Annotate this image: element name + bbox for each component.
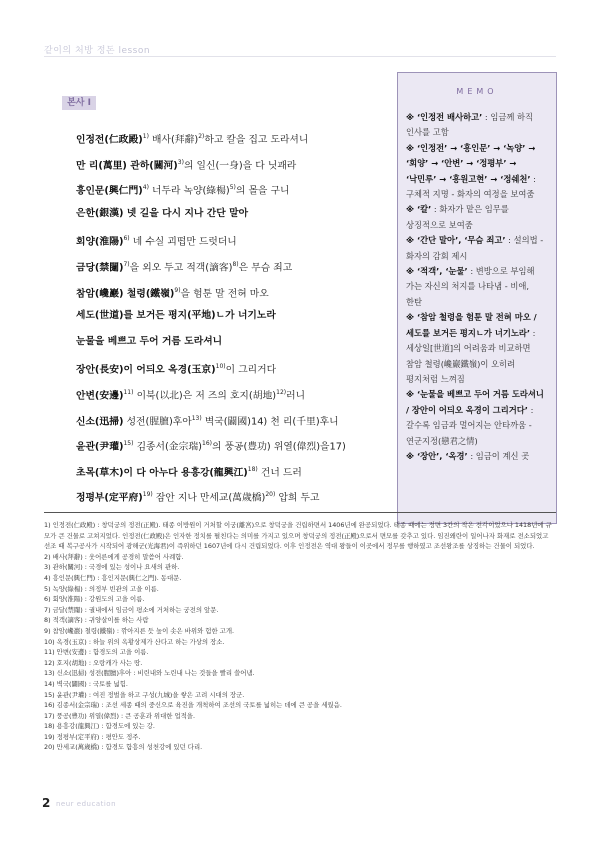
memo-explanation: : 임금께 하직 인사를 고함 xyxy=(406,112,534,138)
footnote xyxy=(44,552,556,563)
poem-line xyxy=(76,150,376,176)
footnote-ref: 9) xyxy=(174,286,181,294)
poem-line-text: 을 외오 두고 적객(謫客) xyxy=(129,262,233,274)
footnote-text: 신소(迅掃) 성전(腥膻)후아 : 비린내와 노린내 나는 것들을 빨리 쓸어냄. xyxy=(56,669,255,678)
poem-line-lead: 장안(長安)이 어듸오 옥경(玉京) xyxy=(76,364,216,376)
memo-keyword: ‘간단 말아’, ‘무슴 죄고’ xyxy=(416,235,506,246)
poem-line-lead: 초목(草木)이 다 아누다 용흥강(龍興江) xyxy=(76,466,248,478)
poem-line-lead: 안변(安邊) xyxy=(76,390,124,402)
memo-keyword: ‘적객’, ‘눈물’ xyxy=(416,266,468,277)
poem-line-text: 배사(拜辭) xyxy=(148,134,199,146)
footnote-ref: 20) xyxy=(265,491,276,499)
poem-line xyxy=(76,482,376,508)
footnote-text: 정평부(定平府) : 평안도 정주. xyxy=(56,732,141,741)
footnote-text: 녹양(綠楊) : 의정부 빈관의 고을 이름. xyxy=(52,584,159,593)
poem-line-lead: 윤관(尹瓘) xyxy=(76,441,124,453)
footnote xyxy=(44,742,556,753)
poem-line-text: 의 풍공(豊功) 위열(偉烈)을17) xyxy=(212,441,346,453)
footnote-text: 용흥강(龍興江) : 함경도에 있는 강. xyxy=(56,722,155,731)
poem-line-text: 벽국(闢國)14) 천 리(千里)후니 xyxy=(201,415,339,427)
footnote-number: 19) xyxy=(44,732,57,741)
footnote xyxy=(44,690,556,701)
memo-mark: ※ xyxy=(406,450,417,461)
memo-mark: ※ xyxy=(406,389,417,400)
poem-line-text: 하고 칼을 집고 도라셔니 xyxy=(204,134,309,146)
poem-line-lead: 인정전(仁政殿) xyxy=(76,134,143,146)
poem-line-text: 너두라 녹양(綠楊) xyxy=(148,185,230,197)
footnote-number: 9) xyxy=(44,626,53,635)
poem-line-lead: 정평부(定平府) xyxy=(76,492,143,504)
running-header: 같이의 처방 정돈 lesson xyxy=(44,46,151,56)
poem-line xyxy=(76,124,376,150)
memo-keyword: ‘칼’ xyxy=(416,204,432,215)
footnote xyxy=(44,637,556,648)
footnote-number: 11) xyxy=(44,648,57,657)
memo-item xyxy=(406,387,544,449)
poem-line xyxy=(76,380,376,406)
footnote-text: 호지(胡地) : 오랑캐가 사는 땅. xyxy=(56,658,143,667)
memo-item xyxy=(406,110,544,141)
footnote-ref: 7) xyxy=(123,260,130,268)
poem-line-lead: 회양(淮陽) xyxy=(76,236,124,248)
footnote xyxy=(44,584,556,595)
footnote-number: 6) xyxy=(44,595,53,604)
poem-line-lead: 세도(世道)를 보거든 평지(平地)ㄴ가 너기노라 xyxy=(76,310,276,322)
poem-line-text: 의 일신(一身)을 다 닛괘라 xyxy=(183,159,297,171)
poem-line-text: 을 험툰 말 전혀 마오 xyxy=(180,287,269,299)
memo-explanation: : 세상일[世道]의 어려움과 비교하면 참암 철령(巉巖鐵嶺)이 오히려 평지처럼 느껴짐 xyxy=(406,327,536,384)
footnote-ref: 1) xyxy=(142,133,149,140)
footnote-number: 8) xyxy=(44,616,53,625)
page-number: 2 xyxy=(42,796,51,810)
poem-line xyxy=(76,252,376,278)
poem-line-text: 이북(以北)은 저 즈의 호지(胡地) xyxy=(133,390,277,402)
poem-line-text: 성전(腥膻)후아 xyxy=(123,415,192,427)
footnote xyxy=(44,520,556,552)
footnote-ref: 2) xyxy=(198,133,205,140)
footnote-ref: 3) xyxy=(177,158,184,166)
footnote-number: 12) xyxy=(44,658,57,667)
footnote-text: 옥경(玉京) : 하늘 위의 옥황상제가 산다고 하는 가상의 장소. xyxy=(56,637,225,646)
memo-mark: ※ xyxy=(406,312,417,323)
footnote-ref: 19) xyxy=(142,491,153,499)
footnote xyxy=(44,658,556,669)
footnote-number: 1) xyxy=(44,521,53,529)
poem-line-text: 잠안 지나 만세교(萬歲橋) xyxy=(152,492,266,504)
memo-keyword: ‘인정전 배사하고’ xyxy=(416,112,483,122)
memo-keyword: ‘장안’, ‘옥경’ xyxy=(416,450,468,461)
poem-line xyxy=(76,406,376,432)
memo-explanation: : 변방으로 부임해 가는 자신의 처지를 나타냄 - 비애, 한탄 xyxy=(406,266,535,307)
footnote-ref: 13) xyxy=(191,414,202,422)
poem-line-text: 러니 xyxy=(286,390,306,402)
memo-mark: ※ xyxy=(406,112,417,122)
footnote xyxy=(44,647,556,658)
footnote xyxy=(44,594,556,605)
footnote-text: 안변(安邊) : 함경도의 고을 이름. xyxy=(56,648,149,657)
footnote-text: 풍공(豊功) 위열(偉烈) : 큰 공훈과 위대한 업적을. xyxy=(56,711,196,720)
footnote xyxy=(44,605,556,616)
memo-item xyxy=(406,264,544,310)
footer-label: neur education xyxy=(56,800,117,808)
poem-line-text: 네 수실 괴떱만 드럿더니 xyxy=(129,236,237,248)
footnote-number: 4) xyxy=(44,573,53,582)
footnote-text: 만세교(萬歲橋) : 함경도 함흥의 성천강에 있던 다리. xyxy=(56,743,203,752)
footnote xyxy=(44,711,556,722)
footnote-text: 회양(淮陽) : 강원도의 고을 이름. xyxy=(52,595,145,604)
footnote xyxy=(44,562,556,573)
footnote xyxy=(44,615,556,626)
memo-explanation: : 화자가 맡은 임무를 상징적으로 보여줌 xyxy=(406,204,509,230)
memo-explanation: : 갈수록 임금과 멀어지는 안타까움 - 연군지정(戀君之情) xyxy=(406,404,534,446)
memo-item xyxy=(406,449,544,464)
footnote-number: 5) xyxy=(44,584,53,593)
footnote xyxy=(44,700,556,711)
footnote-ref: 18) xyxy=(247,465,258,473)
footnote-text: 흥인문(興仁門) : 흥인지문(興仁之門). 동대문. xyxy=(52,573,182,582)
footnote-number: 18) xyxy=(44,722,57,731)
footnote-text: 관하(關河) : 국경에 있는 성이나 요새의 관하. xyxy=(52,563,180,572)
poem-line-lead: 신소(迅掃) xyxy=(76,415,124,427)
memo-item xyxy=(406,310,544,387)
footnote-number: 16) xyxy=(44,701,57,710)
footnote-ref: 8) xyxy=(232,260,239,268)
footnote-ref: 11) xyxy=(123,388,134,396)
poem-line-lead: 참암(巉巖) 철령(鐵嶺) xyxy=(76,287,175,299)
memo-mark: ※ xyxy=(406,142,417,153)
footnote-text: 벽국(闢國) : 국토를 넓힘. xyxy=(56,679,128,688)
footnote-text: 인정전(仁政殿) : 창덕궁의 정전(正殿). 태종 이방원이 거처할 이궁(離宮)으로 창덕궁을 건립하면서 1406년에 완공되었다. 태종 때에는 정면 3칸의 작은 전각이었으나 1418년에 규모가 큰 건물로 고쳐지었다. 인정전(仁政殿)은 인자한 정치를 펼친다는 의미를 가지고 있으며 창덕궁의 정전(正殿)으로서 면모를 갖추고 있다. 임진왜란이 일어나자 화재로 전소되었고 선조 때 복구공사가 시작되어 광해군(光海君)이 즉위하던 1607년에 다시 건립되었다. 이후 인정전은 역대 왕들이 이곳에서 정무를 행하였고 조선왕조를 상징하는 건물이 되었다. xyxy=(44,521,552,551)
footnote-text: 금달(禁闥) : 궐내에서 임금이 평소에 거처하는 궁전의 앞문. xyxy=(52,605,219,614)
memo-keyword: ‘참암 철령을 험툰 말 전혀 마오 / 세도를 보거든 평지ㄴ가 너기노라’ xyxy=(406,312,537,338)
footnote-text: 적객(謫客) : 귀양살이를 하는 사람 xyxy=(52,616,149,625)
poem-line-text: 건너 드러 xyxy=(257,466,302,478)
footnote-number: 20) xyxy=(44,743,57,752)
poem-line-lead: 은한(銀漢) 넷 길을 다시 지나 간단 말아 xyxy=(76,207,249,219)
poem-line-lead: 금당(禁闥) xyxy=(76,262,124,274)
footnote xyxy=(44,679,556,690)
memo-body xyxy=(398,110,556,464)
memo-item xyxy=(406,233,544,264)
footnote-ref: 6) xyxy=(123,235,130,243)
memo-explanation: : 임금이 계신 곳 xyxy=(467,450,530,461)
footnote-number: 15) xyxy=(44,690,57,699)
memo-mark: ※ xyxy=(406,235,417,246)
footnote xyxy=(44,721,556,732)
footnote-text: 참암(巉巖) 철령(鐵嶺) : 깎아지른 듯 높이 솟은 바위와 험한 고개. xyxy=(52,626,235,635)
poem-text xyxy=(76,124,376,508)
poem-line-text: 이 그리거다 xyxy=(225,364,277,376)
footnote-ref: 10) xyxy=(215,363,226,371)
memo-box xyxy=(397,72,557,524)
footnote-ref: 4) xyxy=(142,184,149,192)
poem-line xyxy=(76,226,376,252)
footnotes xyxy=(44,520,556,753)
memo-mark: ※ xyxy=(406,204,417,215)
poem-line xyxy=(76,175,376,201)
footnote xyxy=(44,732,556,743)
footnote-number: 17) xyxy=(44,711,57,720)
footnote-text: 배사(拜辭) : 웃어른에게 공경히 말씀어 사례함. xyxy=(52,552,184,561)
footnote-ref: 5) xyxy=(229,184,236,192)
poem-line-text: 김종서(金宗瑞) xyxy=(133,441,203,453)
memo-explanation: : 설의법 - 화자의 감회 제시 xyxy=(406,235,544,261)
footnote xyxy=(44,626,556,637)
poem-line xyxy=(76,201,376,227)
memo-keyword: ‘눈물을 베쁘고 두어 거름 도라셔니 / 장안이 어듸오 옥경이 그리거다’ xyxy=(406,389,544,415)
poem-line-text: 압희 두고 xyxy=(275,492,320,504)
footnote-number: 14) xyxy=(44,679,57,688)
section-tag: 본사 I xyxy=(62,96,96,110)
poem-line xyxy=(76,278,376,304)
footnote-ref: 15) xyxy=(123,440,134,448)
poem-line-text: 은 무슴 죄고 xyxy=(238,262,293,274)
memo-item xyxy=(406,202,544,233)
poem-line-lead: 눈물을 베쁘고 두어 거름 도라셔니 xyxy=(76,335,223,347)
footnote-ref: 16) xyxy=(202,440,212,448)
footnote-number: 10) xyxy=(44,637,57,646)
poem-line xyxy=(76,354,376,380)
footnote-text: 윤관(尹瓘) : 여진 정벌을 하고 구성(九城)을 쌓은 고려 시대의 장군. xyxy=(56,690,245,699)
footnote-text: 김종서(金宗瑞) : 조선 세종 때의 중신으로 육진을 개척하여 조선의 국토를 넓히는 데에 큰 공을 세웠음. xyxy=(56,701,342,710)
footnote-number: 13) xyxy=(44,669,57,678)
footnote-ref: 12) xyxy=(276,388,287,396)
footnote xyxy=(44,573,556,584)
poem-line xyxy=(76,457,376,483)
poem-line-lead: 만 리(萬里) 관하(關河) xyxy=(76,159,178,171)
footnote-number: 3) xyxy=(44,563,53,572)
poem-line-text: 의 몰을 구니 xyxy=(235,185,290,197)
memo-mark: ※ xyxy=(406,266,417,277)
poem-line xyxy=(76,431,376,457)
poem-line-lead: 흥인문(興仁門) xyxy=(76,185,143,197)
memo-title: MEMO xyxy=(456,87,498,96)
footnote-number: 2) xyxy=(44,552,53,561)
footnote-number: 7) xyxy=(44,605,53,614)
poem-line xyxy=(76,329,376,355)
memo-explanation: : 구체적 지명 - 화자의 여정을 보여줌 xyxy=(406,173,536,200)
header-rule xyxy=(44,56,556,57)
memo-item xyxy=(406,141,544,203)
poem-line xyxy=(76,303,376,329)
footnote xyxy=(44,668,556,679)
footnote-divider xyxy=(44,512,556,513)
memo-keyword: ‘인정전’ → ‘흥인문’ → ‘녹양’ → ‘회양’ → ‘안변’ → ‘정평부’ → ‘낙민루’ → ‘흥원고현’ → ‘정쉐천’ xyxy=(406,142,536,184)
